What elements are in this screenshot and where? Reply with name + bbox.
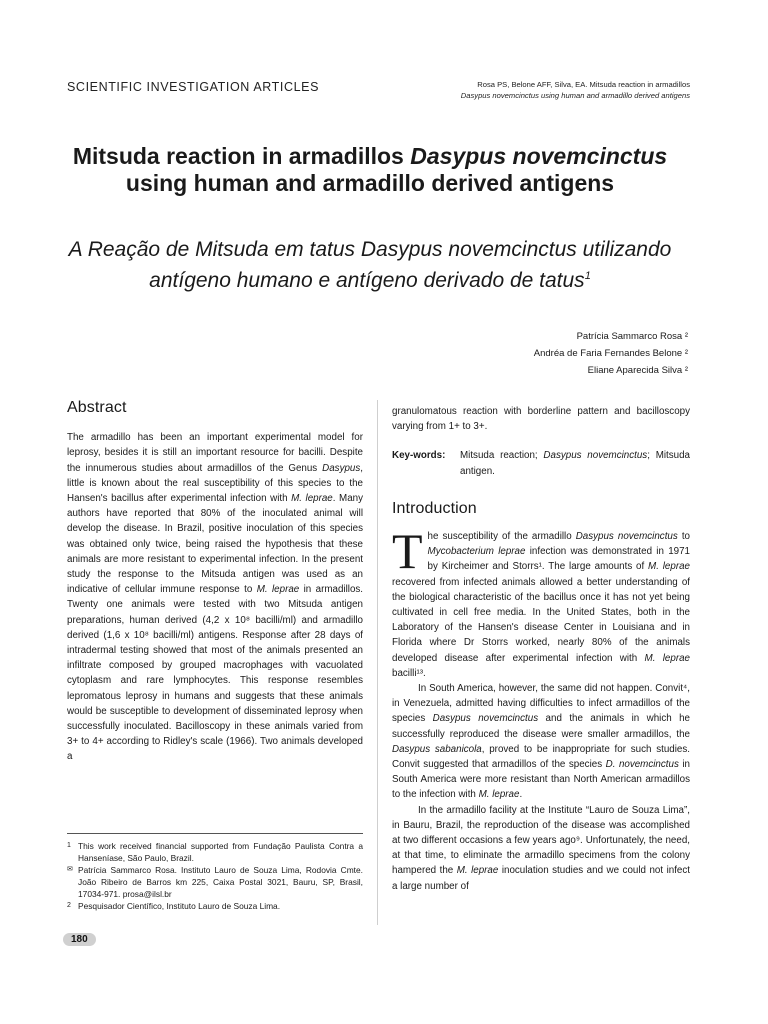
abstract-heading: Abstract	[67, 399, 127, 416]
section-label: SCIENTIFIC INVESTIGATION ARTICLES	[67, 80, 320, 94]
author-1: Patrícia Sammarco Rosa ²	[576, 331, 688, 342]
footnote-rule	[67, 833, 363, 834]
running-head-line2: Dasypus novemcinctus using human and armadillo derived antigens	[460, 90, 690, 100]
subtitle-footnote-mark: 1	[584, 270, 591, 282]
intro-italic: Dasypus novemcinctus	[575, 531, 678, 543]
intro-text: In the armadillo facility at the Institute “Lauro de Souza Lima”, in Bauru, Brazil, the reproduction of the disease was accomplished at two different occasions a few years ago⁹. Unfortunately, the need, at that time, to eliminate the armadillo specimens from the colony hampered the	[392, 804, 690, 877]
intro-italic: Dasypus sabanicola	[392, 743, 482, 755]
intro-text: in South America were more resistant than North American armadillos to the infection with	[392, 759, 690, 801]
intro-italic: M. leprae	[648, 561, 690, 573]
footnote-1-mark: 1	[67, 842, 71, 849]
intro-text: In South America, however, the same did not happen. Convit⁴, in Venezuela, admitted having difficulties to infect armadillos of the species	[392, 683, 690, 725]
footnote-address-text: Patrícia Sammarco Rosa. Instituto Lauro de Souza Lima, Rodovia Cmte. João Ribeiro de Barros km 225, Caixa Postal 3021, Bauru, SP, Brasil, 17034-971. prosa@ilsl.br	[78, 865, 363, 899]
abstract-text: The armadillo has been an important experimental model for leprosy, besides it is still an important resource for bacilli. Despite the innumerous studies about armadillos of the Genus	[67, 432, 363, 474]
abstract-text: , little is known about the real susceptibility of this species to the Hansen's bacillus after experimental infection with	[67, 462, 363, 505]
title-part1: Mitsuda reaction in armadillos	[72, 143, 411, 169]
left-column	[67, 400, 363, 765]
keywords-label: Key-words:	[392, 450, 446, 462]
subtitle-text: A Reação de Mitsuda em tatus Dasypus novemcinctus utilizando antígeno humano e antígeno derivado de tatus	[68, 238, 672, 292]
article-subtitle	[50, 236, 690, 294]
intro-italic: Mycobacterium leprae	[427, 546, 526, 558]
running-head	[390, 80, 690, 101]
intro-italic: M. leprae	[478, 789, 520, 801]
author-2: Andréa de Faria Fernandes Belone ²	[533, 348, 688, 359]
intro-text: to	[677, 531, 690, 543]
intro-text: .	[519, 789, 523, 801]
abstract-italic: Dasypus	[322, 462, 361, 474]
intro-text: inoculation studies and we could not infect a large number of	[392, 865, 690, 892]
intro-text: recovered from infected animals allowed a better understanding of the biological characteristic of the bacillus once it has not yet being cultivated in cell free media. In the United States, both in the Laboratory of the Hansen's disease Center in Louisiana and in Florida where Dr Storrs worked, nearly 80% of the animals developed disease after experimental infection with	[392, 576, 690, 664]
drop-cap: T	[392, 523, 423, 580]
keyword-italic: Dasypus novemcinctus	[543, 450, 648, 462]
footnote-1-text: This work received financial supported from Fundação Paulista Contra a Hanseníase, São Paulo, Brazil.	[78, 841, 363, 863]
column-divider	[377, 400, 378, 925]
footnotes	[67, 840, 363, 912]
author-list	[388, 328, 688, 379]
running-head-line1: Rosa PS, Belone AFF, Silva, EA. Mitsuda reaction in armadillos	[477, 80, 690, 89]
author-3: Eliane Aparecida Silva ²	[587, 365, 688, 376]
keyword: Mitsuda reaction;	[460, 450, 544, 462]
abstract-text: . Many authors have reported that 80% of the inoculated animal will develop the disease. In Brazil, positive inoculation of this species was obtained only twice, being raised the hypothesis that these animals are more resistant to experimental infection. In the present study the response to the Mitsuda antigen was used as an indicative of cellular immune response to	[67, 493, 363, 596]
footnote-2-text: Pesquisador Científico, Instituto Lauro de Souza Lima.	[78, 901, 281, 911]
intro-italic: D. novemcinctus	[605, 759, 679, 771]
keywords-text	[460, 448, 690, 478]
footnote-1	[67, 840, 363, 864]
intro-text: and the animals in which he successfully reproduced the disease were smaller armadillos, the	[392, 713, 690, 740]
footnote-address	[67, 864, 363, 900]
intro-italic: Dasypus novemcinctus	[432, 713, 539, 725]
intro-text: infection was demonstrated in 1971 by Kircheimer and Storrs¹. The large amounts of	[427, 546, 690, 573]
intro-text: he susceptibility of the armadillo	[427, 531, 576, 543]
keyword: ; Mitsuda antigen.	[460, 450, 690, 477]
introduction-heading: Introduction	[392, 499, 477, 517]
footnote-2	[67, 900, 363, 912]
abstract-italic: M. leprae	[291, 493, 333, 505]
intro-paragraph-1	[392, 523, 690, 681]
page-number: 180	[63, 933, 96, 946]
title-part2: using human and armadillo derived antigens	[125, 170, 615, 196]
intro-paragraph-2	[392, 681, 690, 803]
abstract-italic: M. leprae	[256, 584, 300, 596]
intro-text: bacilli¹³.	[392, 667, 426, 679]
intro-text: , proved to be inappropriate for such studies. Convit suggested that armadillos of the species	[392, 743, 690, 771]
intro-paragraph-3	[392, 803, 690, 894]
envelope-icon: ✉	[67, 866, 73, 873]
footnote-2-mark: 2	[67, 902, 71, 909]
keywords	[392, 448, 690, 478]
title-species: Dasypus novemcinctus	[410, 143, 668, 169]
abstract-text: in armadillos. Twenty one animals were tested with two Mitsuda antigen preparations, human derived (4,2 x 10⁸ bacilli/ml) and armadillo derived (1,6 x 10⁸ bacilli/ml) antigens. Response after 28 days of intradermal testing showed that most of the animals presented an infiltrate composed by grouped macrophages with vacuolated cytoplasm and rare lymphocytes. This response resembles lepromatous leprosy in humans and suggests that these animals would be susceptible to development of disseminated leprosy when successfully inoculated. Bacilloscopy in these animals varied from 3+ to 4+ according to Ridley's scale (1966). Two animals developed a	[67, 584, 364, 763]
intro-italic: M. leprae	[456, 865, 499, 877]
right-column	[392, 404, 690, 894]
intro-italic: M. leprae	[644, 652, 690, 664]
abstract-continuation: granulomatous reaction with borderline pattern and bacilloscopy varying from 1+ to 3+.	[392, 406, 690, 433]
abstract-paragraph	[67, 430, 363, 764]
article-title	[60, 143, 680, 197]
